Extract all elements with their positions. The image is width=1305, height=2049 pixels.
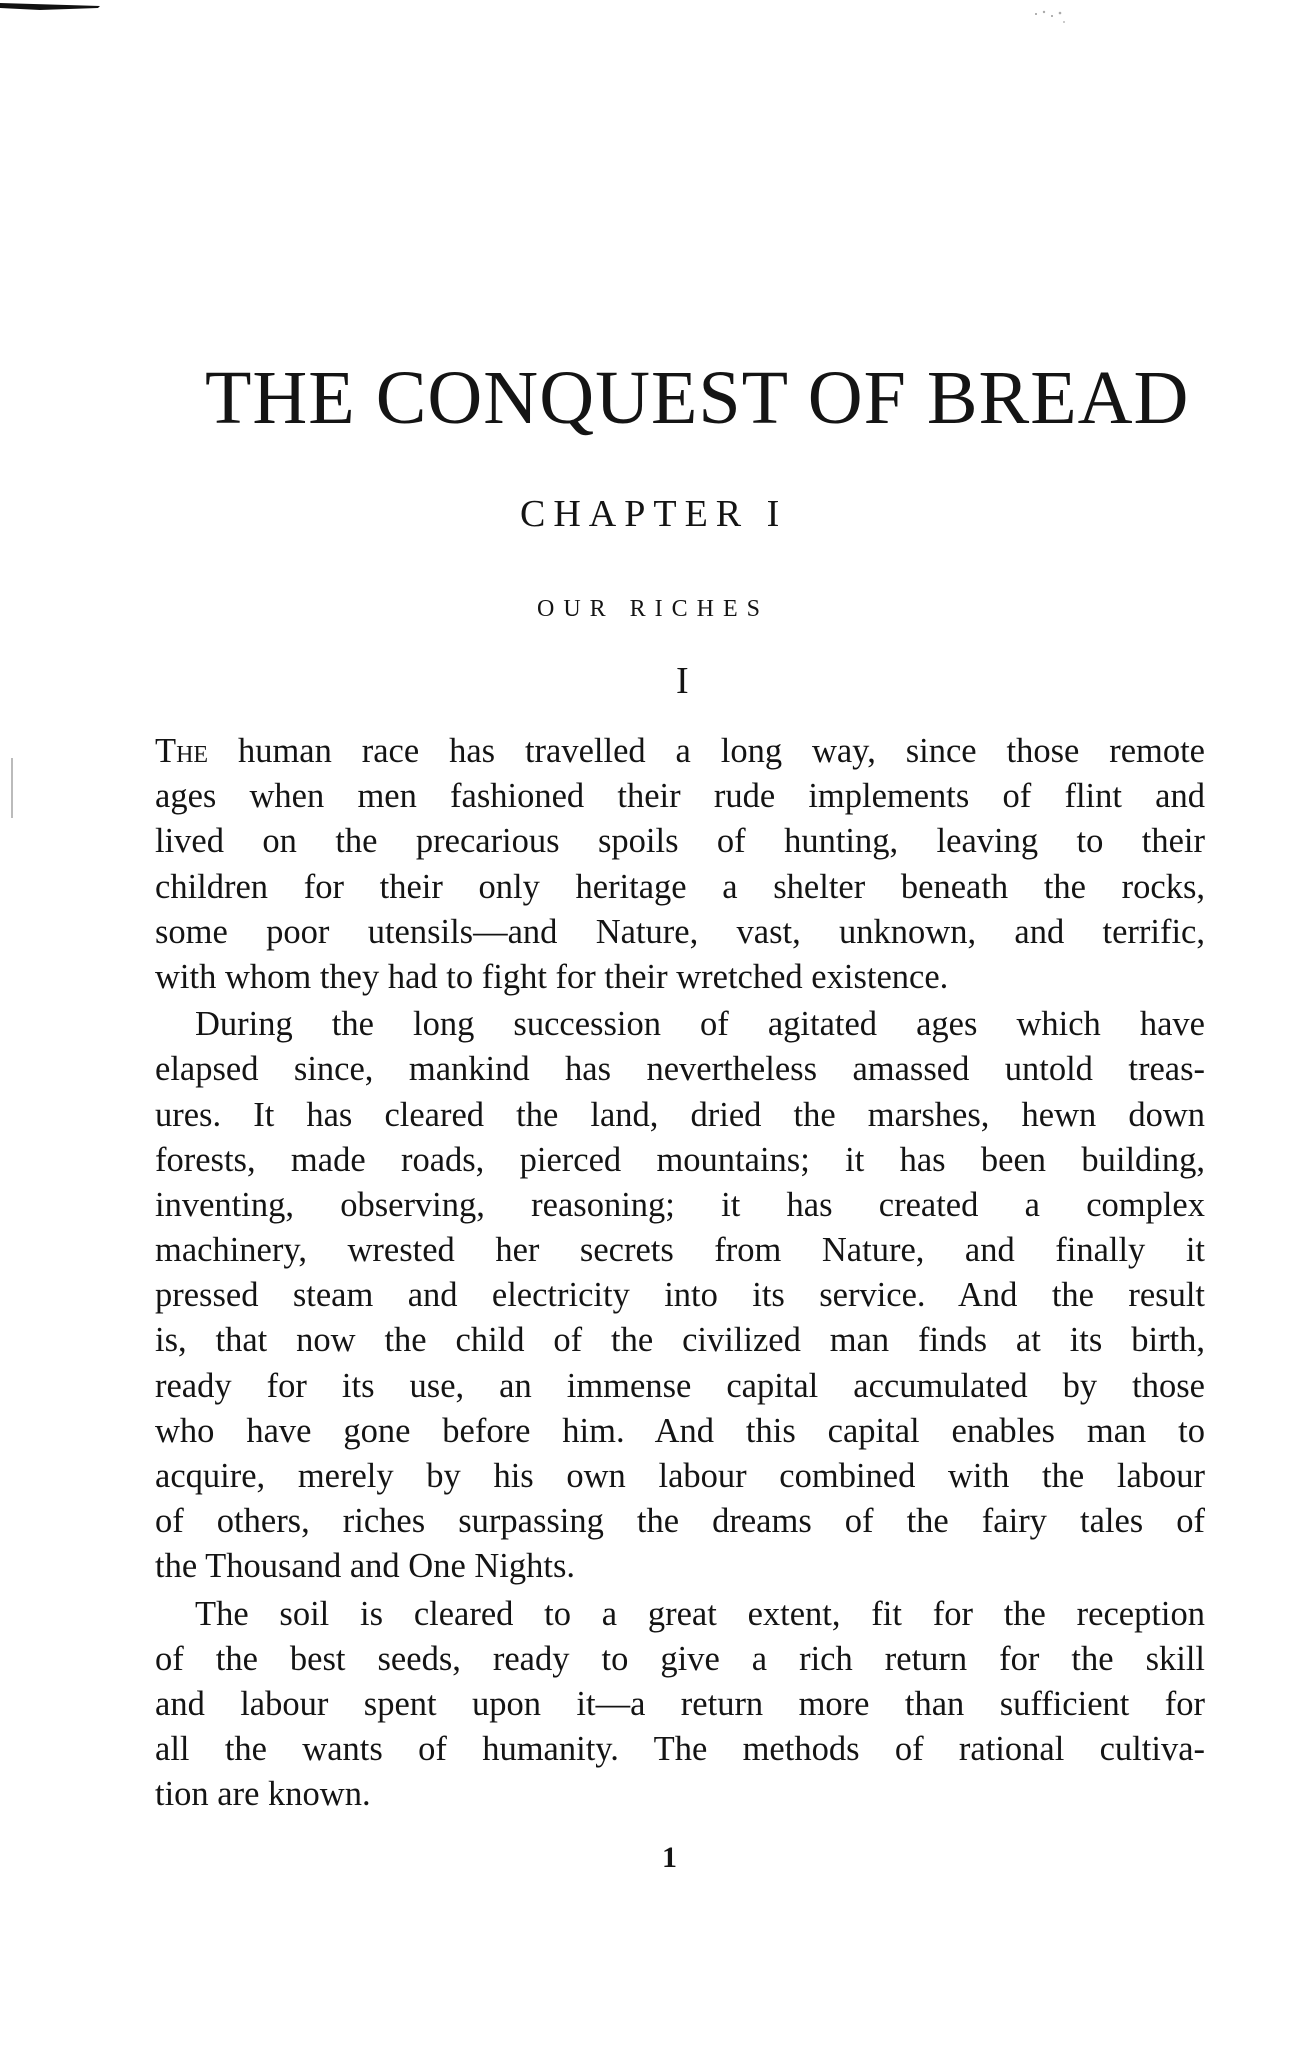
chapter-heading: CHAPTER I — [520, 493, 788, 535]
margin-scan-line — [11, 758, 13, 818]
body-line: is, that now the child of the civilized man finds at its birth, — [155, 1321, 1205, 1360]
body-line: lived on the precarious spoils of hunting, leaving to their — [155, 822, 1205, 861]
scan-edge-mark — [0, 0, 100, 14]
body-line: children for their only heritage a shelter beneath the rocks, — [155, 867, 1205, 906]
body-line: who have gone before him. And this capital enables man to — [155, 1411, 1205, 1450]
scan-specks — [1030, 4, 1070, 28]
body-line: The soil is cleared to a great extent, fit for the reception — [195, 1594, 1205, 1633]
body-line: forests, made roads, pierced mountains; it has been building, — [155, 1140, 1205, 1179]
body-line: inventing, observing, reasoning; it has created a complex — [155, 1185, 1205, 1224]
body-text — [155, 729, 1205, 1818]
body-line: machinery, wrested her secrets from Nature, and finally it — [155, 1231, 1205, 1270]
lead-word: The — [155, 732, 209, 770]
body-line: ages when men fashioned their rude implements of flint and — [155, 777, 1205, 816]
body-line: some poor utensils—and Nature, vast, unknown, and terrific, — [155, 912, 1205, 951]
body-line: tion are known. — [155, 1775, 371, 1814]
body-line: elapsed since, mankind has nevertheless amassed untold treas- — [155, 1050, 1205, 1089]
body-line — [155, 729, 1205, 774]
body-line: all the wants of humanity. The methods of rational cultiva- — [155, 1730, 1205, 1769]
body-line: of the best seeds, ready to give a rich return for the skill — [155, 1639, 1205, 1678]
body-line: During the long succession of agitated ages which have — [195, 1005, 1205, 1044]
body-line: with whom they had to fight for their wretched existence. — [155, 957, 949, 996]
section-number: I — [676, 660, 689, 702]
page-number: 1 — [662, 1841, 677, 1874]
book-title: THE CONQUEST OF BREAD — [205, 356, 1190, 440]
body-line: and labour spent upon it—a return more than sufficient for — [155, 1684, 1205, 1723]
line-text: human race has travelled a long way, since those remote — [237, 732, 1205, 770]
body-line: the Thousand and One Nights. — [155, 1547, 576, 1586]
body-line: ready for its use, an immense capital accumulated by those — [155, 1366, 1205, 1405]
body-line: ures. It has cleared the land, dried the marshes, hewn down — [155, 1095, 1205, 1134]
body-line: acquire, merely by his own labour combined with the labour — [155, 1457, 1205, 1495]
chapter-title: OUR RICHES — [537, 596, 770, 622]
body-line: of others, riches surpassing the dreams of the fairy tales of — [155, 1502, 1205, 1541]
body-line: pressed steam and electricity into its service. And the result — [155, 1276, 1205, 1315]
